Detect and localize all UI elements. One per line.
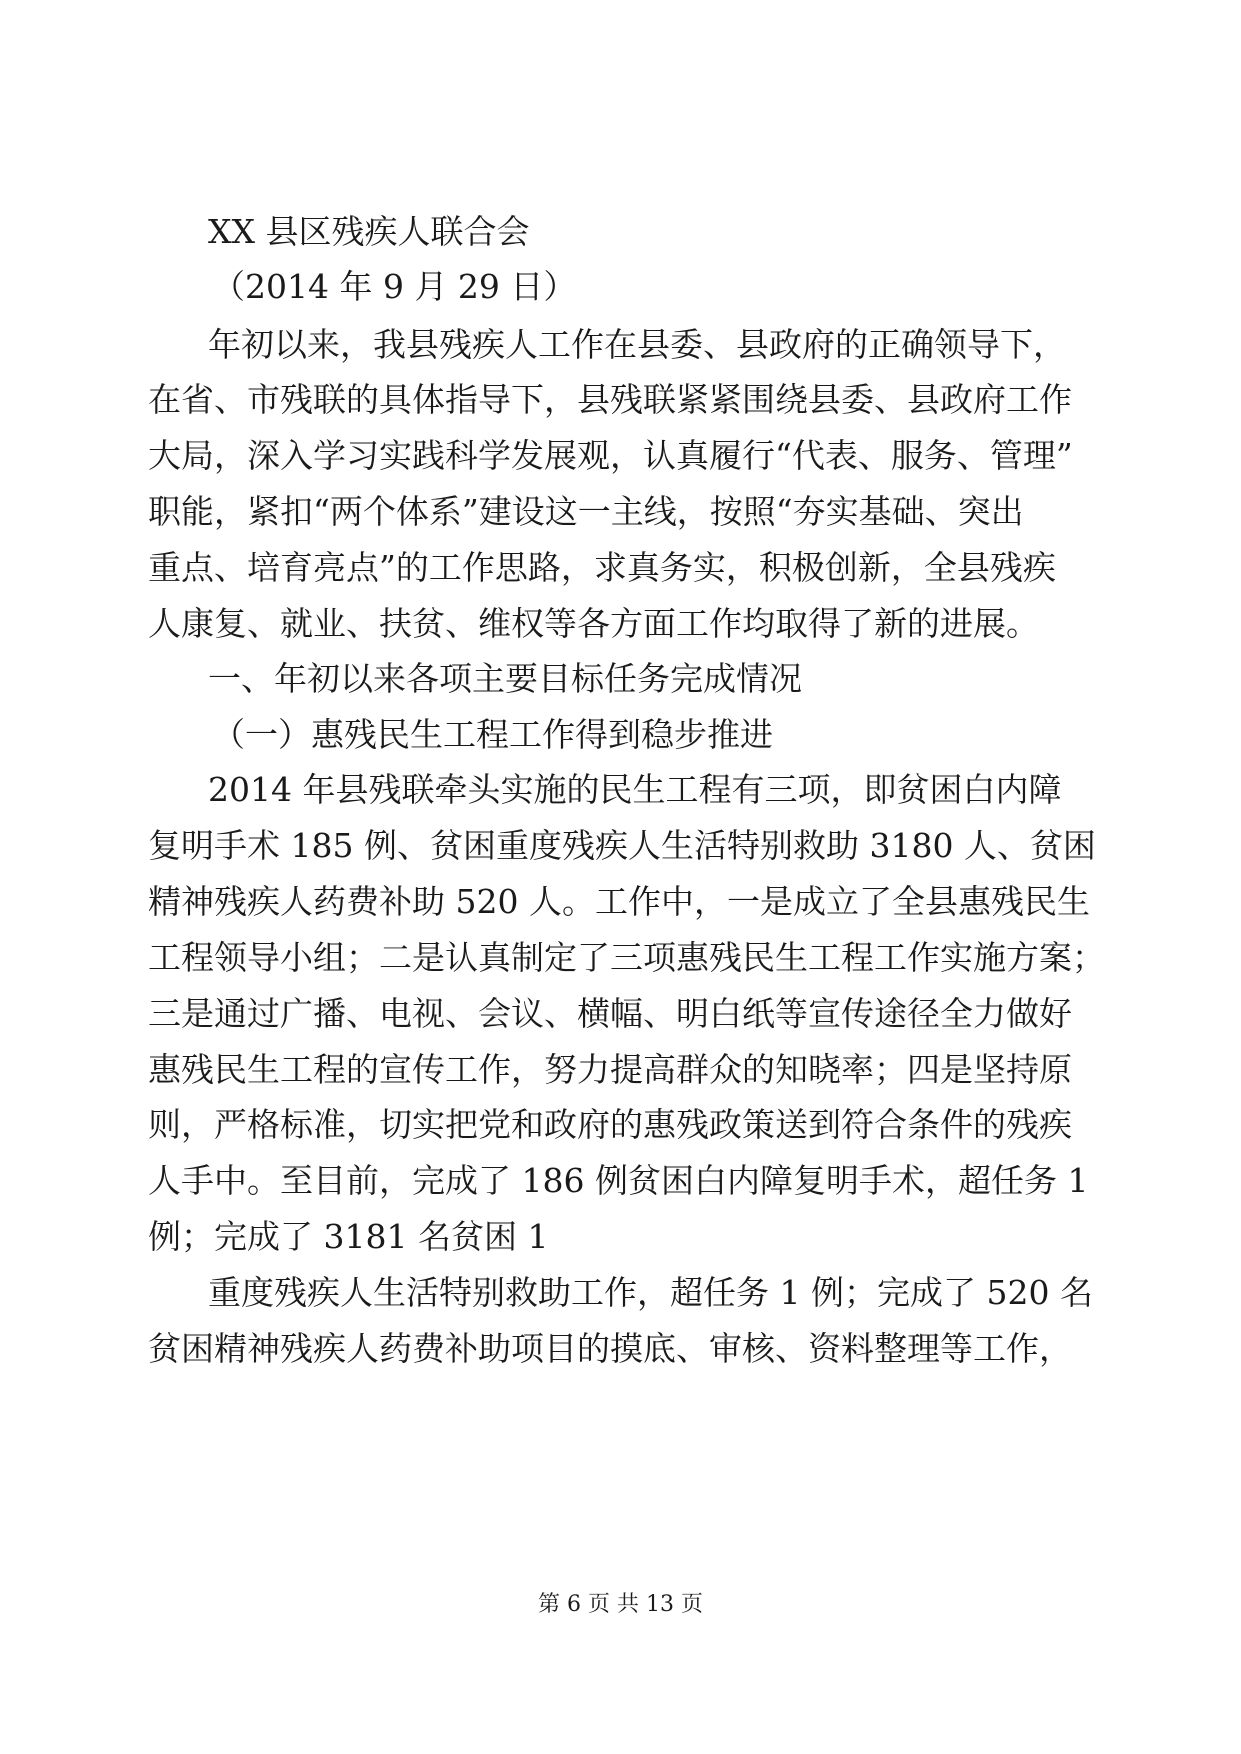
body-line: 三是通过广播、电视、会议、横幅、明白纸等宣传途径全力做好	[148, 994, 1072, 1033]
body-line: 精神残疾人药费补助 520 人。工作中，一是成立了全县惠残民生	[148, 882, 1090, 921]
date-heading: （2014 年 9 月 29 日）	[212, 267, 577, 306]
org-heading: XX 县区残疾人联合会	[208, 212, 530, 251]
body-line: 在省、市残联的具体指导下，县残联紧紧围绕县委、县政府工作	[148, 380, 1072, 419]
body-line: 复明手术 185 例、贫困重度残疾人生活特别救助 3180 人、贫困	[148, 826, 1096, 865]
body-line: 重度残疾人生活特别救助工作，超任务 1 例；完成了 520 名	[208, 1273, 1093, 1312]
body-line: 2014 年县残联牵头实施的民生工程有三项，即贫困白内障	[208, 770, 1062, 809]
body-line: 人康复、就业、扶贫、维权等各方面工作均取得了新的进展。	[148, 604, 1039, 643]
page-number: 第 6 页 共 13 页	[538, 1592, 703, 1617]
body-line: 惠残民生工程的宣传工作，努力提高群众的知晓率；四是坚持原	[148, 1050, 1072, 1089]
body-line: 人手中。至目前，完成了 186 例贫困白内障复明手术，超任务 1	[148, 1161, 1089, 1200]
subsection-heading: （一）惠残民生工程工作得到稳步推进	[212, 715, 773, 754]
body-line: 例；完成了 3181 名贫困 1	[148, 1217, 549, 1256]
body-line: 年初以来，我县残疾人工作在县委、县政府的正确领导下，	[208, 325, 1066, 364]
body-line: 重点、培育亮点”的工作思路，求真务实，积极创新，全县残疾	[148, 548, 1056, 587]
body-line: 则，严格标准，切实把党和政府的惠残政策送到符合条件的残疾	[148, 1105, 1072, 1144]
body-line: 工程领导小组；二是认真制定了三项惠残民生工程工作实施方案；	[148, 938, 1105, 977]
body-line: 大局，深入学习实践科学发展观，认真履行“代表、服务、管理”	[148, 436, 1073, 475]
body-line: 职能，紧扣“两个体系”建设这一主线，按照“夯实基础、突出	[148, 492, 1024, 531]
section-heading: 一、年初以来各项主要目标任务完成情况	[208, 659, 802, 698]
body-line: 贫困精神残疾人药费补助项目的摸底、审核、资料整理等工作，	[148, 1329, 1072, 1368]
